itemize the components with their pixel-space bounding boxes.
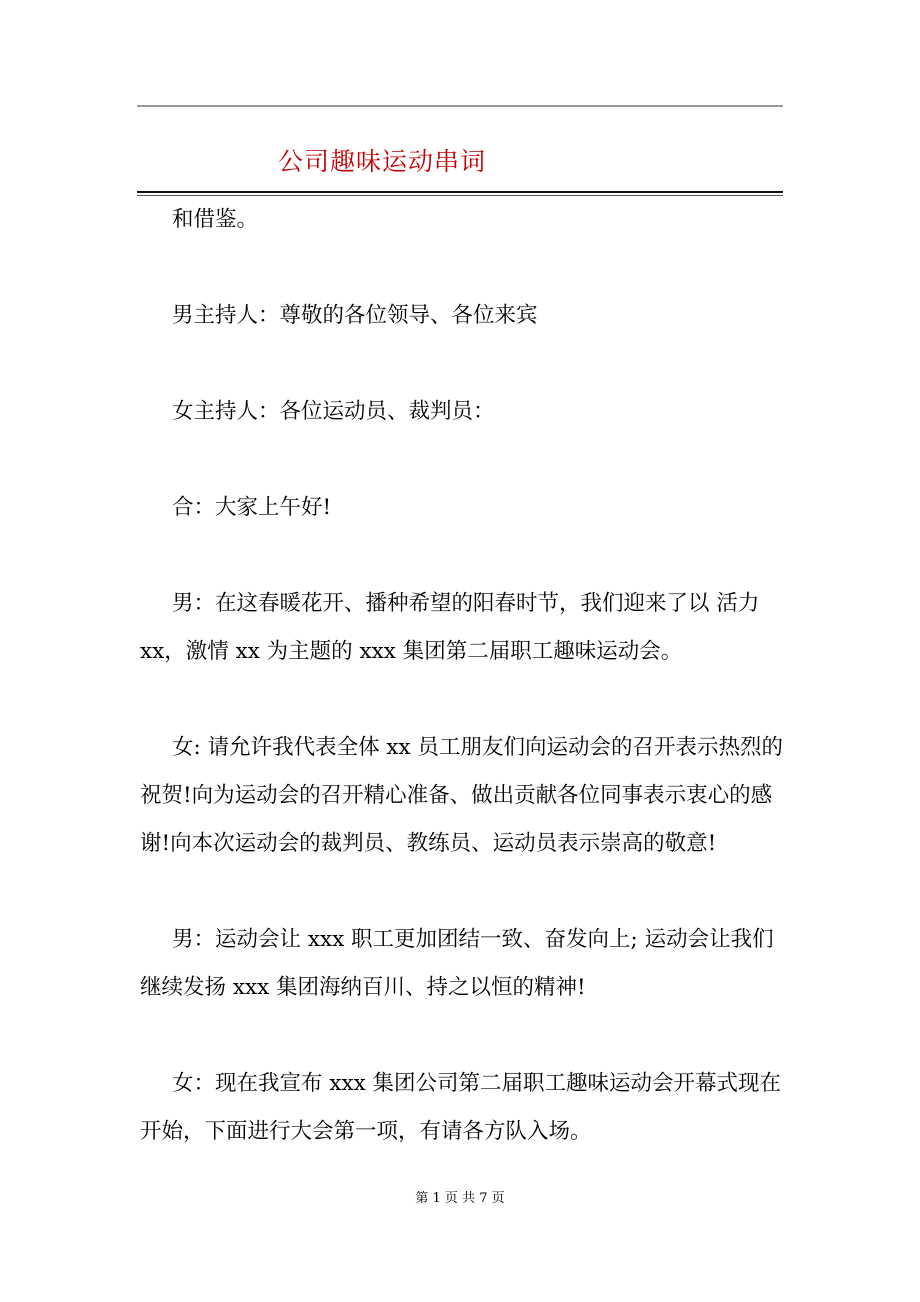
paragraph-line: 谢!向本次运动会的裁判员、教练员、运动员表示崇高的敬意! <box>140 831 717 856</box>
paragraph-line: 女：现在我宣布 xxx 集团公司第二届职工趣味运动会开幕式现在 <box>172 1071 782 1096</box>
paragraph-line: 男：运动会让 xxx 职工更加团结一致、奋发向上; 运动会让我们 <box>172 927 774 952</box>
paragraph-line: 继续发扬 xxx 集团海纳百川、持之以恒的精神! <box>140 975 586 1000</box>
paragraph <box>140 196 785 244</box>
paragraph-line: 开始，下面进行大会第一项，有请各方队入场。 <box>140 1119 592 1144</box>
header-rule <box>137 105 783 107</box>
paragraph-line: 男主持人：尊敬的各位领导、各位来宾 <box>172 303 538 328</box>
paragraph-line: 男：在这春暖花开、播种希望的阳春时节，我们迎来了以 活力 <box>172 591 760 616</box>
paragraph <box>140 580 785 676</box>
paragraph-line: 合：大家上午好! <box>172 495 332 520</box>
paragraph <box>140 484 785 532</box>
paragraph <box>140 292 785 340</box>
document-body <box>140 196 785 1204</box>
paragraph-line: 女主持人：各位运动员、裁判员： <box>172 399 495 424</box>
paragraph <box>140 916 785 1012</box>
paragraph <box>140 388 785 436</box>
paragraph <box>140 724 785 868</box>
document-title: 公司趣味运动串词 <box>278 147 487 176</box>
paragraph-line: 女: 请允许我代表全体 xx 员工朋友们向运动会的召开表示热烈的 <box>172 735 783 760</box>
paragraph <box>140 1060 785 1156</box>
paragraph-line: 祝贺!向为运动会的召开精心准备、做出贡献各位同事表示衷心的感 <box>140 783 773 808</box>
page-footer: 第 1 页 共 7 页 <box>415 1191 505 1206</box>
paragraph-line: 和借鉴。 <box>172 207 259 232</box>
paragraph-line: xx，激情 xx 为主题的 xxx 集团第二届职工趣味运动会。 <box>140 639 683 664</box>
